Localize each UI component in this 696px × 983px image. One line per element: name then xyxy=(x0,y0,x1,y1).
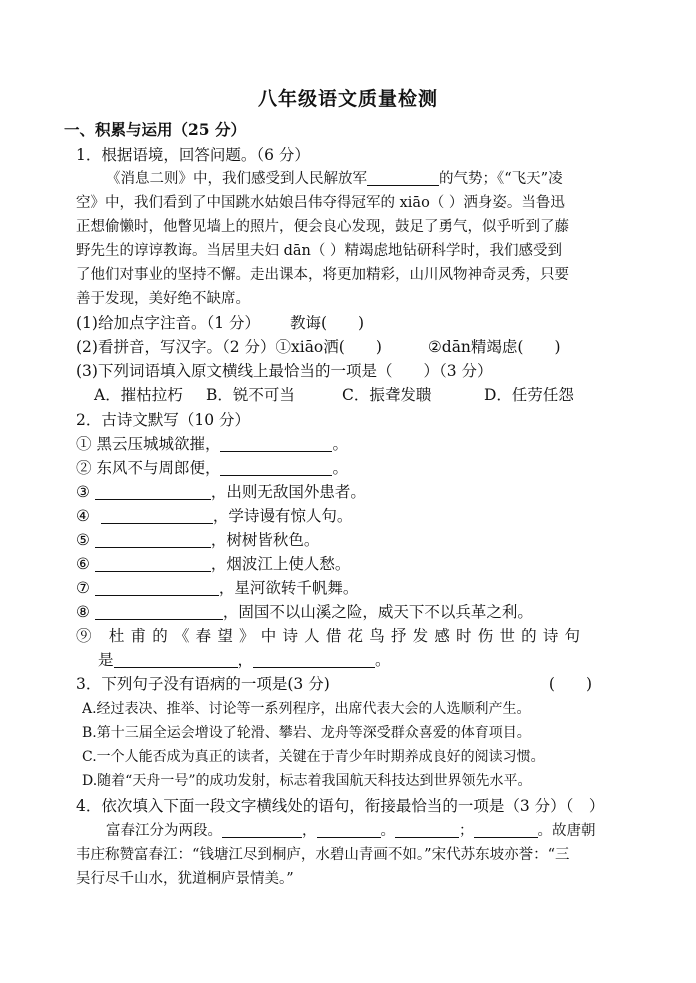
fill-blank[interactable] xyxy=(95,555,211,572)
fill-blank[interactable] xyxy=(367,169,439,186)
poem-item-7: ⑦ ，星河欲转千帆舞。 xyxy=(76,579,359,597)
q1-options xyxy=(76,383,618,407)
question-3-stem: 3．下列句子没有语病的一项是(3 分) ( ) xyxy=(76,672,618,696)
q3-option-d[interactable]: D.随着“天舟一号”的成功发射，标志着我国航天科技达到世界领先水平。 xyxy=(82,773,532,789)
fill-blank[interactable] xyxy=(253,651,375,668)
q1-sub-2: (2)看拼音，写汉字。（2 分）①xiāo洒( ) ②dān精竭虑( ) xyxy=(76,338,561,356)
fill-blank[interactable] xyxy=(95,531,211,548)
section-heading: 一、积累与运用（25 分） xyxy=(64,120,246,139)
option-b[interactable]: B．锐不可当 xyxy=(206,386,295,404)
q3-option-a[interactable]: A.经过表决、推举、讨论等一系列程序，出席代表大会的人选顺利产生。 xyxy=(82,701,531,717)
poem-item-5: ⑤ ，树树皆秋色。 xyxy=(76,531,320,549)
poem-item-2: ② 东风不与周郎便， 。 xyxy=(76,459,348,477)
q1-passage-line-1: 《消息二则》中，我们感受到人民解放军 的气势；《“飞天”凌 xyxy=(106,171,563,187)
fill-blank[interactable] xyxy=(101,507,213,524)
poem-item-4: ④ ，学诗谩有惊人句。 xyxy=(76,507,353,525)
question-2-stem: 2．古诗文默写（10 分） xyxy=(76,411,251,429)
poem-item-3: ③ ，出则无敌国外患者。 xyxy=(76,483,366,501)
q1-passage-line-6: 善于发现，美好绝不缺席。 xyxy=(76,291,250,307)
q3-option-c[interactable]: C.一个人能否成为真正的读者，关键在于青少年时期养成良好的阅读习惯。 xyxy=(82,749,545,765)
poem-item-9: ⑨ 杜甫的《春望》中诗人借花鸟抒发感时伤世的诗句 xyxy=(76,627,587,645)
page-title: 八年级语文质量检测 xyxy=(257,88,438,110)
q4-passage-line-2: 韦庄称赞富春江：“钱塘江尽到桐庐，水碧山青画不如。”宋代苏东坡亦誉：“三 xyxy=(76,847,570,863)
poem-item-9-answer: 是 ， 。 xyxy=(98,651,391,669)
fill-blank[interactable] xyxy=(317,821,381,838)
fill-blank[interactable] xyxy=(95,483,211,500)
poem-item-1: ① 黑云压城城欲摧， 。 xyxy=(76,435,348,453)
option-a[interactable]: A．摧枯拉朽 xyxy=(94,386,183,404)
fill-blank[interactable] xyxy=(220,435,332,452)
option-c[interactable]: C．振聋发聩 xyxy=(342,386,432,404)
poem-item-8: ⑧ ，固国不以山溪之险，威天下不以兵革之利。 xyxy=(76,603,533,621)
option-d[interactable]: D．任劳任怨 xyxy=(484,386,574,404)
q3-option-b[interactable]: B.第十三届全运会增设了轮滑、攀岩、龙舟等深受群众喜爱的体育项目。 xyxy=(82,725,531,741)
fill-blank[interactable] xyxy=(222,821,302,838)
q1-passage-line-2: 空》中，我们看到了中国跳水姑娘吕伟夺得冠军的 xiāo（ ）洒身姿。当鲁迅 xyxy=(76,195,565,211)
q1-passage-line-4: 野先生的谆谆教诲。当居里夫妇 dān（ ）精竭虑地钻研科学时，我们感受到 xyxy=(76,243,562,259)
q4-passage-line-3: 吴行尽千山水，犹道桐庐景情美。” xyxy=(76,871,294,887)
fill-blank[interactable] xyxy=(474,821,538,838)
poem-item-6: ⑥ ，烟波江上使人愁。 xyxy=(76,555,351,573)
q1-passage-line-3: 正想偷懒时，他瞥见墙上的照片，便会良心发现，鼓足了勇气，似乎听到了藤 xyxy=(76,219,569,235)
q1-sub-3: (3)下列词语填入原文横线上最恰当的一项是（ ）（3 分） xyxy=(76,362,493,380)
q4-passage-line-1: 富春江分为两段。 ， 。 ； 。故唐朝 xyxy=(106,823,596,839)
fill-blank[interactable] xyxy=(220,459,332,476)
fill-blank[interactable] xyxy=(114,651,238,668)
fill-blank[interactable] xyxy=(95,603,223,620)
fill-blank[interactable] xyxy=(395,821,459,838)
fill-blank[interactable] xyxy=(95,579,219,596)
q1-sub-1-word[interactable]: 教诲( ) xyxy=(290,314,365,332)
q1-passage-line-5: 了他们对事业的坚持不懈。走出课本，将更加精彩，山川风物神奇灵秀，只要 xyxy=(76,267,569,283)
question-4-stem: 4．依次填入下面一段文字横线处的语句，衔接最恰当的一项是（3 分）（ ） xyxy=(76,797,605,815)
q1-sub-1: (1)给加点字注音。（1 分） 教诲( ) xyxy=(76,314,365,332)
answer-paren[interactable]: ( ) xyxy=(548,675,592,693)
question-1-stem: 1．根据语境，回答问题。（6 分） xyxy=(76,146,310,164)
